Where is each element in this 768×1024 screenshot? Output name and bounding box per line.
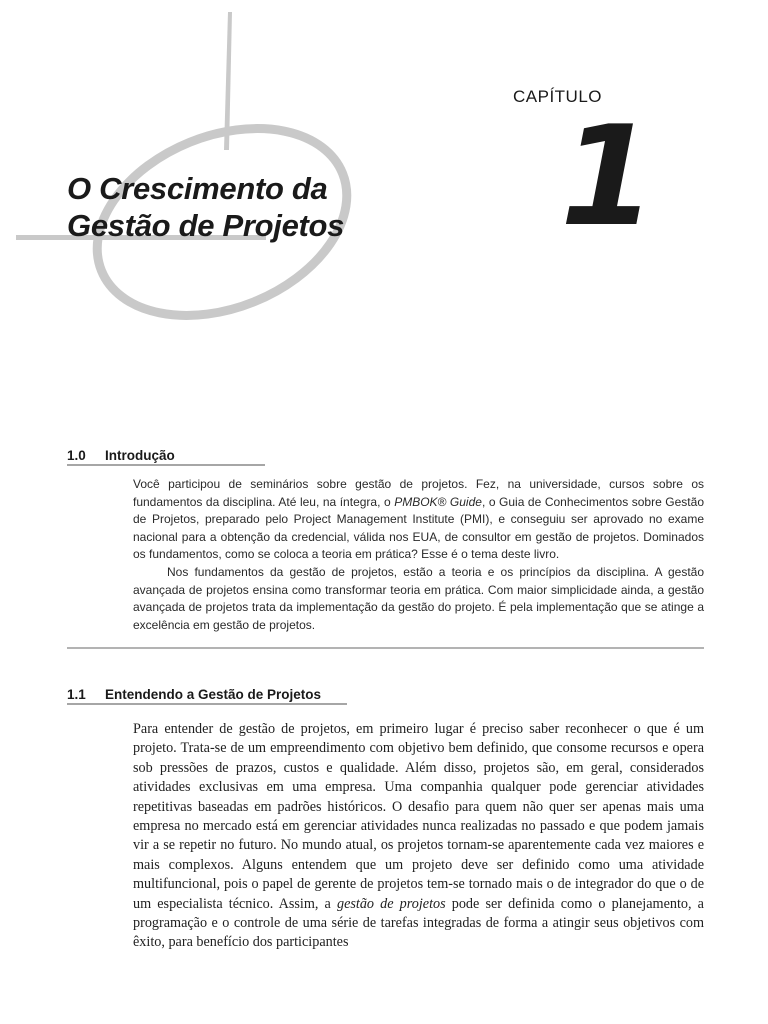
pmbok-guide-emphasis: PMBOK® Guide: [394, 494, 482, 509]
intro-paragraph-1: [133, 476, 704, 564]
intro-p1-text-b: , o Guia de Conhecimentos sobre Gestão de Projetos, preparado pelo Project Management Institute (PMI), e conseguiu ser aprovado no exame nacional para a obtenção da credencial, válida nos EUA, de consultor em gestão de projetos. Dominados os fundamentos, como se coloca a teoria em prática? Esse é o tema deste livro.: [133, 494, 704, 562]
intro-p1-text-a: Você participou de seminários sobre gestão de projetos. Fez, na universidade, cursos sobre os fundamentos da disciplina. Até leu, na íntegra, o: [133, 477, 704, 509]
understanding-body: [133, 720, 704, 953]
section-number: 1.1: [67, 687, 86, 702]
section-title: Entendendo a Gestão de Projetos: [105, 687, 322, 702]
understanding-p1-text-b: pode ser definida como o planejamento, a programação e o controle de uma série de tarefas integradas de forma a atingir seus objetivos com êxito, para benefício dos participantes: [133, 895, 704, 951]
intro-body: [133, 476, 704, 634]
gestao-de-projetos-emphasis: gestão de projetos: [336, 895, 446, 912]
chapter-label: CAPÍTULO: [513, 87, 603, 106]
section-title: Introdução: [105, 448, 175, 463]
chapter-emblem-decoration: [0, 0, 400, 330]
section-divider: [67, 647, 704, 649]
section-heading-intro: [67, 448, 265, 466]
chapter-title-line2: Gestão de Projetos: [67, 208, 345, 243]
chapter-title: [67, 170, 344, 244]
understanding-p1-text-a: Para entender de gestão de projetos, em primeiro lugar é preciso saber reconhecer o que é um projeto. Trata-se de um empreendimento com objetivo bem definido, que consome recursos e opera sob pressões de prazos, custos e qualidade. Além disso, projetos são, em geral, considerados atividades exclusivas em uma empresa. Uma companhia qualquer pode gerenciar atividades repetitivas baseadas em padrões históricos. O desafio para quem não quer ser apenas mais uma empresa no mercado está em gerenciar atividades nunca realizadas no passado e que podem jamais vir a se repetir no futuro. No mundo atual, os projetos tornam-se aparentemente cada vez maiores e mais complexos. Alguns entendem que um projeto deve ser definido como uma atividade multifuncional, pois o papel de gerente de projetos tem-se tornado mais o de integrador do que o de um especialista técnico. Assim, a: [133, 721, 704, 912]
chapter-title-line1: O Crescimento da: [67, 171, 328, 206]
section-number: 1.0: [67, 448, 86, 463]
chapter-number: 1: [560, 96, 657, 257]
section-heading-understanding: [67, 687, 347, 705]
intro-paragraph-2: Nos fundamentos da gestão de projetos, estão a teoria e os princípios da disciplina. A gestão avançada de projetos ensina como transformar teoria em prática. Com maior simplicidade ainda, a gestão avançada de projetos trata da implementação da gestão do projeto. É pela implementação que se atinge a excelência em gestão de projetos.: [133, 564, 704, 632]
